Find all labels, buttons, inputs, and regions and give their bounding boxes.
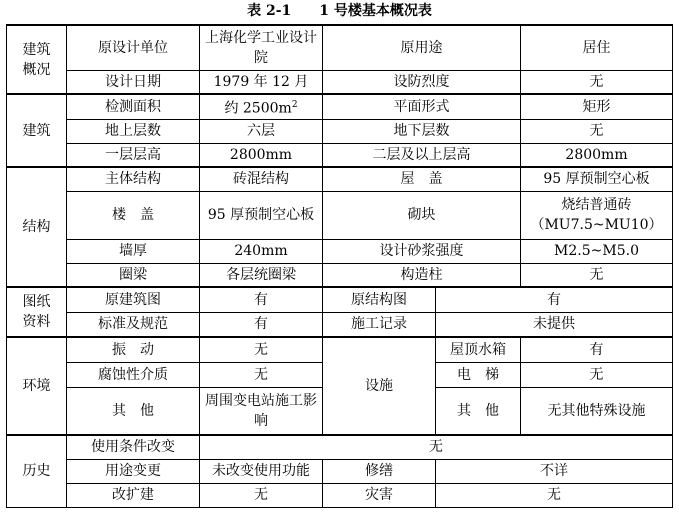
arch-drawing-value: 有 — [200, 287, 323, 312]
facility-label: 设施 — [323, 337, 436, 435]
arch-drawing-label: 原建筑图 — [67, 287, 200, 312]
original-unit-value: 上海化学工业设计 院 — [200, 25, 323, 70]
below-floors-value: 无 — [521, 119, 673, 143]
corrosive-label: 腐蚀性介质 — [67, 362, 200, 387]
area-value: 约 $2500m^2$ — [200, 94, 323, 119]
tank-label: 屋顶水箱 — [436, 337, 521, 362]
standards-value: 有 — [200, 312, 323, 337]
table-row — [7, 459, 673, 483]
env-other-label: 其 他 — [67, 387, 200, 435]
standards-label: 标准及规范 — [67, 312, 200, 337]
original-use-value: 居住 — [521, 25, 673, 70]
plan-label: 平面形式 — [323, 94, 521, 119]
repair-value: 不详 — [436, 459, 673, 483]
table-row — [7, 483, 673, 507]
roof-label: 屋 盖 — [323, 167, 521, 191]
block-value: 烧结普通砖 （MU7.5~MU10） — [521, 191, 673, 239]
elevator-label: 电 梯 — [436, 362, 521, 387]
facility-other-label: 其 他 — [436, 387, 521, 435]
upper-height-label: 二层及以上层高 — [323, 143, 521, 167]
env-other-value: 周围变电站施工影 响 — [200, 387, 323, 435]
table-caption: 表 2-1 1 号楼基本概况表 — [247, 3, 432, 19]
condition-change-value: 无 — [200, 435, 673, 459]
below-floors-label: 地下层数 — [323, 119, 521, 143]
first-height-label: 一层层高 — [67, 143, 200, 167]
struct-drawing-label: 原结构图 — [323, 287, 436, 312]
expansion-value: 无 — [200, 483, 323, 507]
table-row — [7, 167, 673, 191]
column-label: 构造柱 — [323, 263, 521, 287]
use-change-value: 未改变使用功能 — [200, 459, 323, 483]
floor-label: 楼 盖 — [67, 191, 200, 239]
vibration-label: 振 动 — [67, 337, 200, 362]
elevator-value: 无 — [521, 362, 673, 387]
table-row — [7, 25, 673, 70]
table-row — [7, 191, 673, 239]
fortification-value: 无 — [521, 70, 673, 94]
table-row — [7, 435, 673, 459]
original-use-label: 原用途 — [323, 25, 521, 70]
table-row — [7, 143, 673, 167]
category-structure: 结构 — [7, 167, 67, 287]
table-row — [7, 312, 673, 337]
column-value: 无 — [521, 263, 673, 287]
condition-change-label: 使用条件改变 — [67, 435, 200, 459]
above-floors-value: 六层 — [200, 119, 323, 143]
table-row — [7, 239, 673, 263]
table-row — [7, 70, 673, 94]
struct-drawing-value: 有 — [436, 287, 673, 312]
ring-beam-value: 各层统圈梁 — [200, 263, 323, 287]
building-overview-table — [6, 24, 673, 508]
wall-value: 240mm — [200, 239, 323, 263]
table-row — [7, 287, 673, 312]
ring-beam-label: 圈梁 — [67, 263, 200, 287]
repair-label: 修缮 — [323, 459, 436, 483]
table-row — [7, 337, 673, 362]
fortification-label: 设防烈度 — [323, 70, 521, 94]
corrosive-value: 无 — [200, 362, 323, 387]
original-unit-label: 原设计单位 — [67, 25, 200, 70]
above-floors-label: 地上层数 — [67, 119, 200, 143]
records-value: 未提供 — [436, 312, 673, 337]
table-row — [7, 119, 673, 143]
wall-label: 墙厚 — [67, 239, 200, 263]
category-environment: 环境 — [7, 337, 67, 435]
records-label: 施工记录 — [323, 312, 436, 337]
mortar-value: M2.5~M5.0 — [521, 239, 673, 263]
block-label: 砌块 — [323, 191, 521, 239]
tank-value: 有 — [521, 337, 673, 362]
floor-value: 95 厚预制空心板 — [200, 191, 323, 239]
table-row — [7, 94, 673, 119]
first-height-value: 2800mm — [200, 143, 323, 167]
table-row — [7, 263, 673, 287]
roof-value: 95 厚预制空心板 — [521, 167, 673, 191]
use-change-label: 用途变更 — [67, 459, 200, 483]
category-building: 建筑 — [7, 94, 67, 167]
area-label: 检测面积 — [67, 94, 200, 119]
main-structure-label: 主体结构 — [67, 167, 200, 191]
facility-other-value: 无其他特殊设施 — [521, 387, 673, 435]
category-history: 历史 — [7, 435, 67, 507]
category-drawings: 图纸 资料 — [7, 287, 67, 337]
design-date-label: 设计日期 — [67, 70, 200, 94]
plan-value: 矩形 — [521, 94, 673, 119]
vibration-value: 无 — [200, 337, 323, 362]
disaster-label: 灾害 — [323, 483, 436, 507]
upper-height-value: 2800mm — [521, 143, 673, 167]
main-structure-value: 砖混结构 — [200, 167, 323, 191]
mortar-label: 设计砂浆强度 — [323, 239, 521, 263]
expansion-label: 改扩建 — [67, 483, 200, 507]
design-date-value: 1979 年 12 月 — [200, 70, 323, 94]
disaster-value: 无 — [436, 483, 673, 507]
category-overview: 建筑 概况 — [7, 25, 67, 94]
